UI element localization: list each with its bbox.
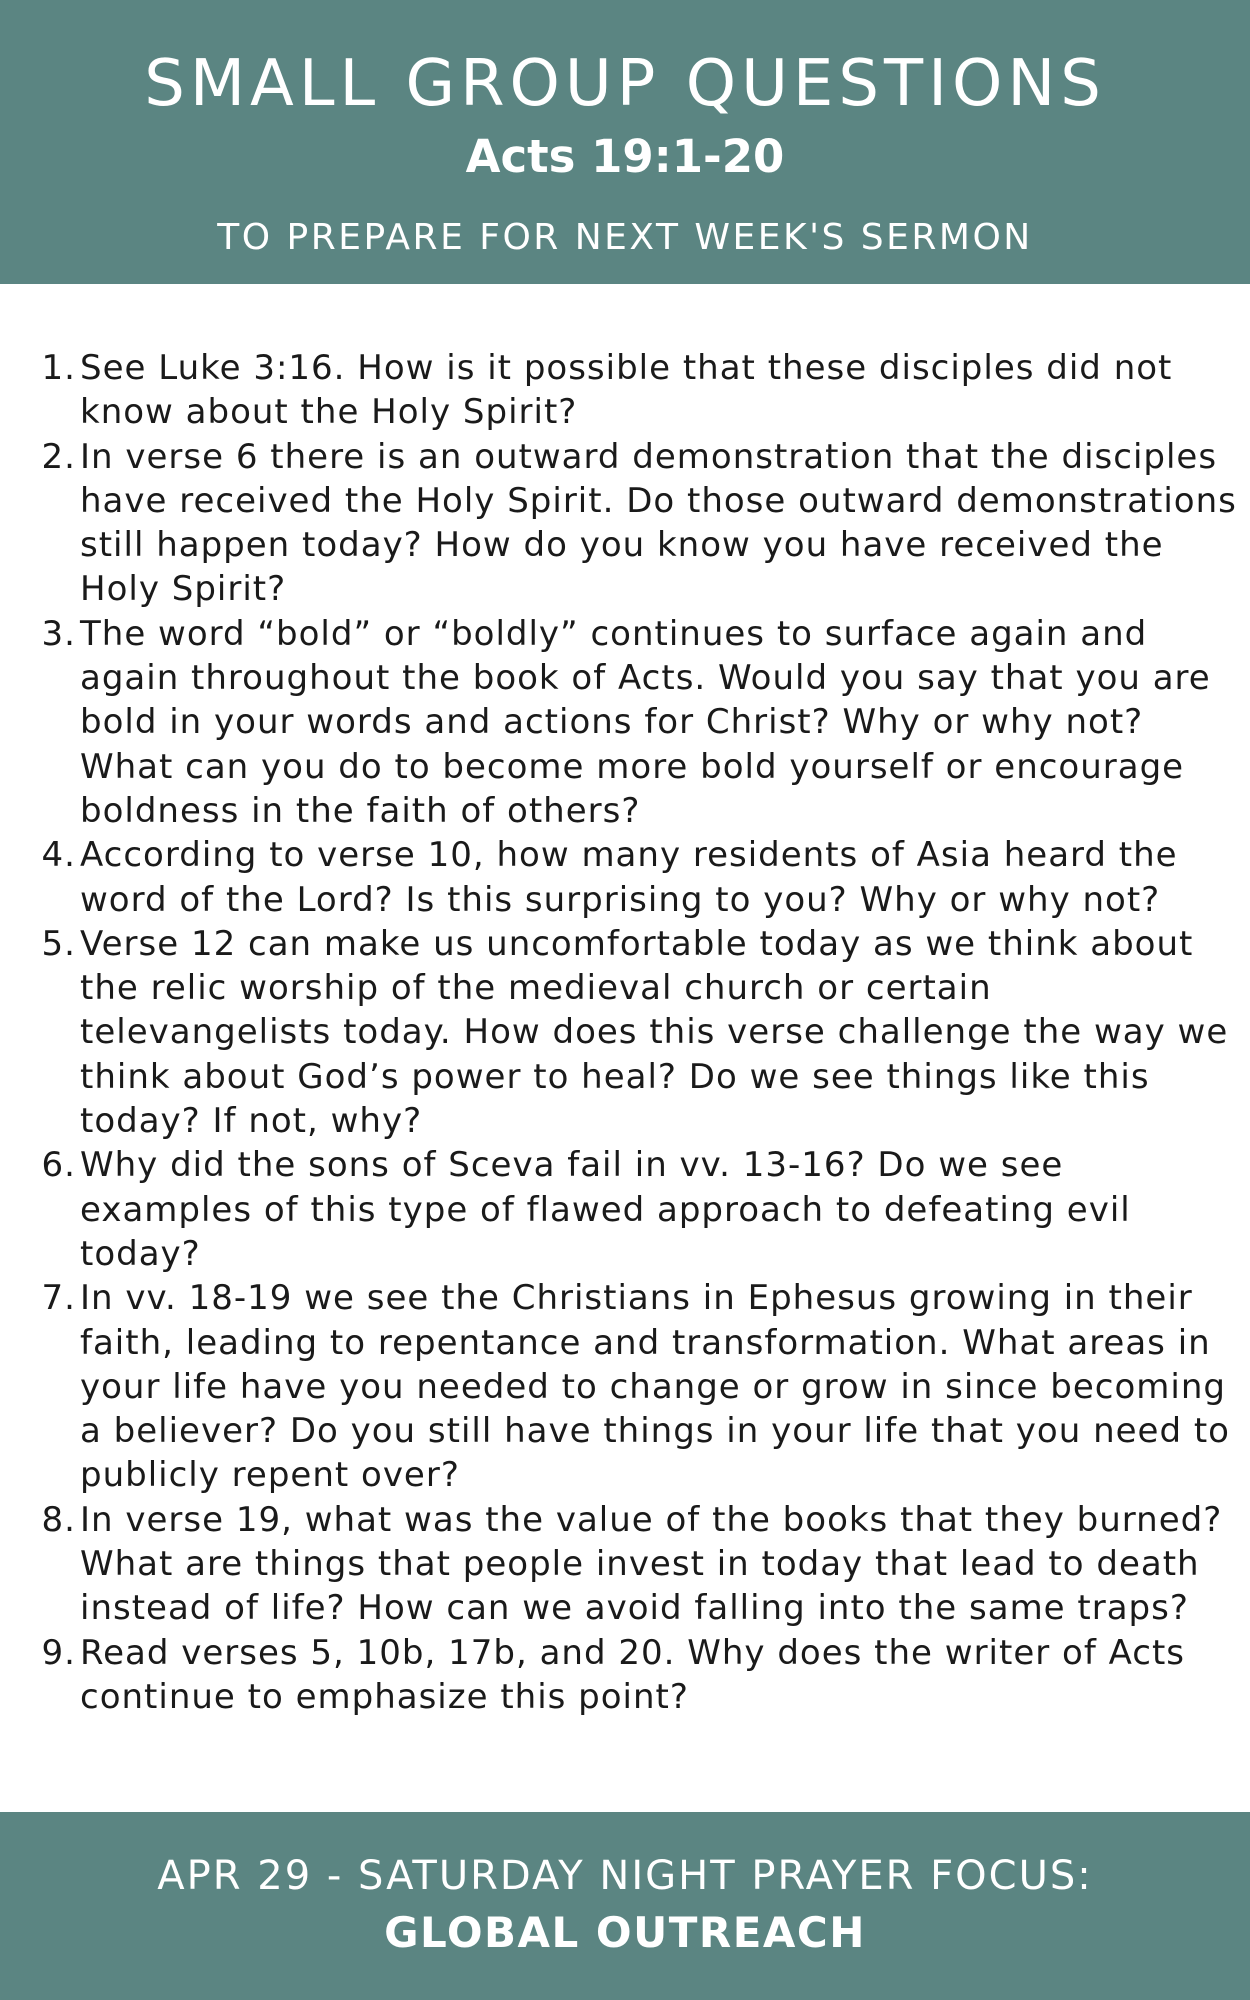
question-number: 1.	[41, 348, 76, 388]
question-item	[0, 1276, 1250, 1497]
question-number: 6.	[41, 1145, 76, 1186]
question-number: 2.	[41, 436, 76, 477]
question-item	[0, 922, 1250, 1143]
question-number: 9.	[41, 1632, 76, 1673]
question-text: The word “bold” or “boldly” continues to surface again and again throughout the book of Acts. Would you say that you are bold in your words and actions for Christ? Why or why not? What can you do to become more bold yourself or encourage boldness in the faith of others?	[80, 613, 1211, 831]
question-number: 3.	[41, 613, 76, 654]
question-item	[0, 435, 1250, 612]
question-item	[0, 1498, 1250, 1631]
question-item	[0, 612, 1250, 833]
header-banner	[0, 0, 1250, 284]
question-number: 5.	[41, 923, 76, 964]
question-text: Why did the sons of Sceva fail in vv. 13-16? Do we see examples of this type of flawed approach to defeating evil today?	[80, 1145, 1131, 1274]
question-text: See Luke 3:16. How is it possible that these disciples did not know about the Holy Spirit?	[80, 348, 1173, 433]
question-item	[0, 1143, 1250, 1276]
prayer-focus-date: APR 29 - SATURDAY NIGHT PRAYER FOCUS:	[157, 1853, 1093, 1899]
page-subtitle: TO PREPARE FOR NEXT WEEK'S SERMON	[217, 217, 1033, 258]
page-title: SMALL GROUP QUESTIONS	[144, 47, 1106, 121]
question-item	[0, 346, 1250, 435]
prayer-focus-topic: GLOBAL OUTREACH	[384, 1908, 866, 1957]
question-number: 4.	[41, 835, 76, 876]
question-item	[0, 1631, 1250, 1720]
question-number: 8.	[41, 1499, 76, 1540]
question-text: According to verse 10, how many residents of Asia heard the word of the Lord? Is this surprising to you? Why or why not?	[80, 835, 1178, 920]
question-text: Read verses 5, 10b, 17b, and 20. Why does the writer of Acts continue to emphasize this point?	[80, 1632, 1186, 1717]
question-item	[0, 833, 1250, 922]
question-list	[0, 346, 1250, 1719]
question-text: In vv. 18-19 we see the Christians in Ephesus growing in their faith, leading to repentance and transformation. What areas in your life have you needed to change or grow in since becoming a believer? Do you still have things in your life that you need to publicly repent over?	[80, 1278, 1230, 1496]
question-text: Verse 12 can make us uncomfortable today as we think about the relic worship of the medieval church or certain televangelists today. How does this verse challenge the way we think about God’s power to heal? Do we see things like this today? If not, why?	[80, 923, 1229, 1142]
question-number: 7.	[41, 1278, 76, 1319]
scripture-reference: Acts 19:1-20	[465, 130, 785, 183]
question-text: In verse 19, what was the value of the books that they burned? What are things that people invest in today that lead to death instead of life? How can we avoid falling into the same traps?	[80, 1499, 1223, 1629]
question-text: In verse 6 there is an outward demonstration that the disciples have received the Holy Spirit. Do those outward demonstrations still happen today? How do you know you have received the Holy Spirit?	[80, 436, 1237, 610]
footer-banner	[0, 1812, 1250, 2000]
